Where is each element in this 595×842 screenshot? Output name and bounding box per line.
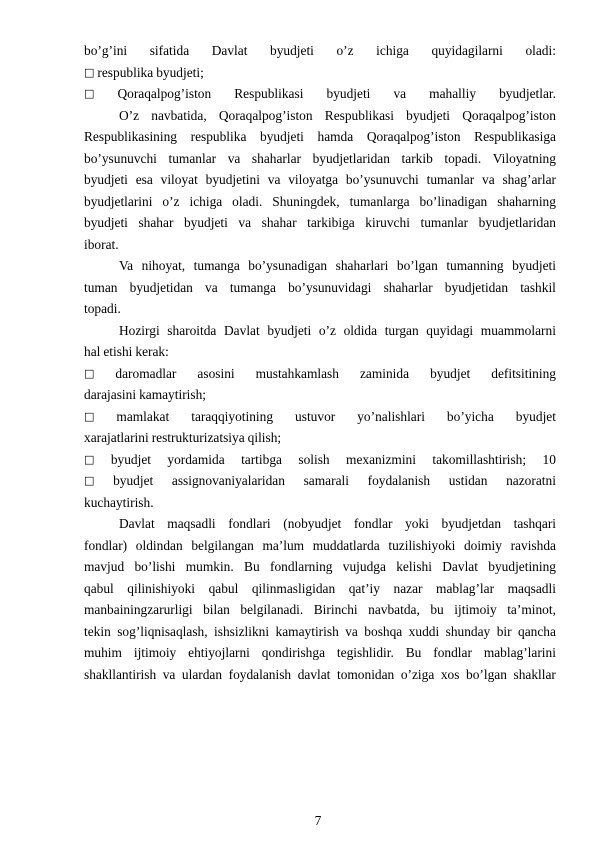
word: ichiga (376, 43, 409, 58)
word: viloyatga (288, 172, 339, 187)
word: Respublikasi (324, 107, 394, 123)
word: mumkin. (185, 559, 234, 574)
word: kamaytirish; (139, 387, 207, 402)
word: ijtimoiy (133, 645, 177, 660)
text-line (84, 191, 556, 213)
word: ustidan (448, 473, 488, 488)
word: Davlat (224, 322, 260, 338)
word: Davlat (211, 43, 248, 58)
word: taraqqiyotining (191, 408, 274, 424)
word: Qoraqalpog’iston (366, 129, 461, 144)
word: foydalanish (367, 473, 431, 488)
word: solish (298, 451, 330, 467)
word: tumanlarga (349, 193, 410, 209)
word: o’z (336, 43, 354, 58)
word: mustahkamlash (255, 365, 339, 381)
text-line (84, 470, 556, 492)
word: va (345, 623, 358, 639)
word: yoki (405, 516, 429, 531)
word: va (205, 279, 218, 295)
text-line (84, 255, 556, 277)
word: tashkil (520, 279, 556, 295)
word: Davlat (119, 516, 155, 531)
word: Hozirgi (119, 322, 160, 338)
word: byudjetini (205, 172, 260, 187)
word: byudjetining (488, 559, 556, 574)
word: tekin (84, 623, 111, 639)
text-line (84, 62, 556, 84)
word: bo’ysunuvchi (84, 150, 157, 166)
word: byudjetlaridan (478, 215, 556, 230)
word: va (162, 666, 176, 682)
word: maqsadli (167, 516, 216, 531)
word: belgilangan (191, 537, 254, 553)
word: tuzilishiyoki (388, 537, 456, 553)
text-line (84, 406, 556, 428)
word: fondlar (353, 516, 393, 531)
word: tashqari (513, 516, 556, 531)
word: iborat. (84, 236, 119, 252)
word: samarali (303, 473, 349, 488)
word: shag’arlar (502, 172, 556, 187)
word: tartibga (241, 451, 282, 467)
word: davlat (297, 666, 331, 682)
word: bu (430, 602, 444, 617)
word: Va (119, 258, 134, 273)
word: fondlarning (269, 559, 333, 574)
bullet-icon: □ (84, 409, 95, 423)
word: oladi. (232, 193, 263, 209)
word: tegishlidir. (336, 645, 394, 660)
word: topadi. (444, 150, 482, 166)
word: byudjetidan (444, 279, 509, 295)
word: shakllar (513, 666, 556, 682)
word: etishi (103, 344, 133, 359)
word: esa (135, 172, 153, 187)
word: byudjet (430, 365, 471, 381)
word: oladi: (525, 43, 556, 58)
word: tumanlar (420, 215, 469, 230)
word: xuddi (408, 623, 440, 639)
bullet-icon: □ (84, 87, 95, 100)
word: Qoraqalpog’iston (462, 107, 556, 123)
word: hal (84, 344, 101, 359)
word: kuchaytirish. (84, 494, 154, 510)
word: o’z (162, 193, 180, 209)
word: bo’linadigan (419, 193, 488, 209)
word: assignovaniyalaridan (171, 473, 285, 488)
word: ustuvor (295, 408, 336, 424)
text-line (84, 234, 556, 256)
word: vujudga (342, 559, 386, 574)
text-line (84, 126, 556, 148)
text-line (84, 148, 556, 170)
bullet-icon: □ (84, 474, 95, 487)
word: byudjeti (270, 43, 314, 58)
word: bo’ysunadigan (248, 258, 328, 273)
word: navbatda, (368, 602, 420, 617)
word: qabul (84, 580, 114, 596)
word: byudjet (515, 408, 556, 424)
word: byudjetidan (129, 279, 193, 295)
word: tomonidan (336, 666, 395, 682)
word: darajasini (84, 387, 137, 402)
word: respublika (190, 129, 247, 144)
word: byudjeti; (156, 64, 204, 80)
word: byudjeti (84, 172, 128, 187)
word: zaminida (359, 365, 410, 381)
word: Respublikasining (84, 129, 177, 144)
word: foydalanish (228, 666, 292, 682)
word: ehtiyojlarni (188, 645, 250, 660)
word: o’z (318, 322, 336, 338)
word: bilan (203, 602, 230, 617)
word: Respublikasi (234, 86, 304, 101)
word: tumanga (229, 279, 276, 295)
word: respublika (97, 64, 154, 80)
page-number: 7 (314, 813, 322, 828)
text-line (84, 664, 556, 686)
word: Birinchi (313, 602, 358, 617)
text-line (84, 212, 556, 234)
word: byudjeti (84, 215, 128, 230)
word: xarajatlarini (84, 430, 149, 445)
word: byudjet (110, 451, 151, 467)
word: sharoitda (167, 322, 217, 338)
word: byudjeti (267, 322, 312, 338)
word: va (393, 86, 407, 101)
word: tumanning (446, 258, 504, 273)
word: muhim (84, 645, 122, 660)
word: Respublikasiga (474, 129, 556, 144)
word: oldindan (135, 537, 183, 553)
word: va (238, 215, 252, 230)
word: boshqa (364, 623, 403, 639)
word: tumanlar (168, 150, 217, 166)
word: va (482, 172, 495, 187)
word: mahalliy (429, 86, 477, 101)
word: ichiga (189, 193, 223, 209)
word: muddatlarda (312, 537, 380, 553)
word: bo’yicha (446, 408, 494, 424)
word: byudjeti (260, 129, 304, 144)
word: nazoratni (506, 473, 556, 488)
text-line (84, 556, 556, 578)
text-line (84, 642, 556, 664)
word: ishsizlikni (214, 623, 270, 639)
text-line (84, 449, 556, 471)
word: bo’lgan (396, 258, 438, 273)
word: manbainingzarurligi (84, 602, 193, 617)
word: kamaytirish (275, 623, 339, 639)
word: tarkib (401, 150, 433, 166)
text-line (84, 384, 556, 406)
word: byudjeti (512, 258, 556, 273)
word: fondlar (433, 645, 472, 660)
word: qilinmasligidan (251, 580, 336, 596)
word: daromadlar (115, 365, 177, 381)
word: maqsadli (507, 580, 556, 596)
word: Qoraqalpog’iston (117, 86, 212, 101)
word: va (267, 172, 281, 187)
text-line (84, 169, 556, 191)
text-line (84, 427, 556, 449)
word: byudjet (113, 473, 154, 488)
bullet-icon: □ (84, 65, 95, 79)
word: quyidagi (426, 322, 474, 338)
bullet-icon: □ (84, 366, 95, 380)
word: fondlar) (84, 537, 128, 553)
word: sifatida (149, 43, 190, 58)
word: kelishi (396, 559, 432, 574)
word: mablag’lar (436, 580, 495, 596)
word: shaharlar (251, 150, 301, 166)
text-line (84, 599, 556, 621)
text-line (84, 535, 556, 557)
word: kerak: (135, 344, 169, 359)
text-line (84, 513, 556, 535)
word: sog’liqnisaqlash, (117, 623, 208, 639)
word: shunday (445, 623, 491, 639)
word: tarkibiga (307, 215, 355, 230)
word: qondirishga (261, 645, 326, 660)
word: takomillashtirish; (432, 451, 527, 467)
word: qilish; (247, 430, 282, 445)
word: O’z (119, 107, 140, 123)
word: quyidagilarni (431, 43, 503, 58)
word: xos (440, 666, 460, 682)
word: topadi. (84, 301, 121, 316)
word: shakllantirish (84, 666, 157, 682)
word: bo’lgan (466, 666, 507, 682)
word: kiruvchi (365, 215, 410, 230)
word: qat’iy (348, 580, 380, 596)
word: viloyat (160, 172, 198, 187)
word: byudjetlar. (499, 86, 556, 101)
word: ma’lum (262, 537, 305, 553)
word: mexanizmini (346, 451, 416, 467)
word: tumanga (193, 258, 240, 273)
word: mavjud (84, 559, 125, 574)
text-line (84, 492, 556, 514)
word: 10 (542, 451, 556, 467)
word: belgilanadi. (240, 602, 304, 617)
word: muammolarni (480, 322, 556, 338)
word: shahar (261, 215, 297, 230)
word: bir (496, 623, 512, 639)
word: shaharning (497, 193, 556, 209)
word: shaharlar (383, 279, 433, 295)
word: tuman (84, 279, 118, 295)
word: va (227, 150, 241, 166)
word: turgan (384, 322, 419, 338)
word: Bu (244, 559, 260, 574)
word: ravishda (510, 537, 556, 553)
word: nazar (393, 580, 423, 596)
word: shahar (138, 215, 174, 230)
word: asosini (197, 365, 235, 381)
word: bo’g’ini (84, 43, 128, 58)
word: Davlat (442, 559, 478, 574)
text-line (84, 621, 556, 643)
word: ijtimoiy (454, 602, 497, 617)
word: fondlari (228, 516, 271, 531)
text-line (84, 83, 556, 105)
word: ta’minot, (507, 602, 556, 617)
word: byudjetlaridan (312, 150, 390, 166)
text-line (84, 40, 556, 62)
word: o’ziga (400, 666, 435, 682)
word: defitsitining (491, 365, 556, 381)
text-line (84, 578, 556, 600)
word: yo’nalishlari (357, 408, 425, 424)
bullet-icon: □ (84, 452, 95, 466)
word: Shuningdek, (272, 193, 340, 209)
text-line (84, 277, 556, 299)
text-line (84, 320, 556, 342)
word: doimiy (463, 537, 502, 553)
word: Viloyatning (492, 150, 556, 166)
text-line (84, 105, 556, 127)
word: mamlakat (116, 408, 170, 424)
text-line (84, 363, 556, 385)
word: qilinishiyoki (127, 580, 196, 596)
word: bo’lishi (134, 559, 176, 574)
word: qancha (518, 623, 556, 639)
word: ulardan (181, 666, 223, 682)
word: tumanlar (426, 172, 475, 187)
word: nihoyat, (141, 258, 186, 273)
word: bo’ysunuvchi (345, 172, 419, 187)
word: restrukturizatsiya (151, 430, 245, 445)
text-line (84, 341, 556, 363)
word: navbatida, (151, 107, 207, 123)
word: (nobyudjet (283, 516, 342, 531)
word: byudjeti (183, 215, 228, 230)
word: byudjetdan (441, 516, 502, 531)
word: oldida (343, 322, 378, 338)
word: Qoraqalpog’iston (218, 107, 313, 123)
word: mablag’larini (483, 645, 556, 660)
text-line (84, 298, 556, 320)
word: qabul (208, 580, 239, 596)
word: byudjetlarini (84, 193, 153, 209)
word: hamda (317, 129, 354, 144)
word: yordamida (167, 451, 225, 467)
word: Bu (405, 645, 422, 660)
word: shaharlari (335, 258, 389, 273)
word: bo’ysunuvidagi (288, 279, 372, 295)
document-body (84, 40, 556, 685)
word: byudjeti (326, 86, 371, 101)
word: byudjeti (406, 107, 451, 123)
